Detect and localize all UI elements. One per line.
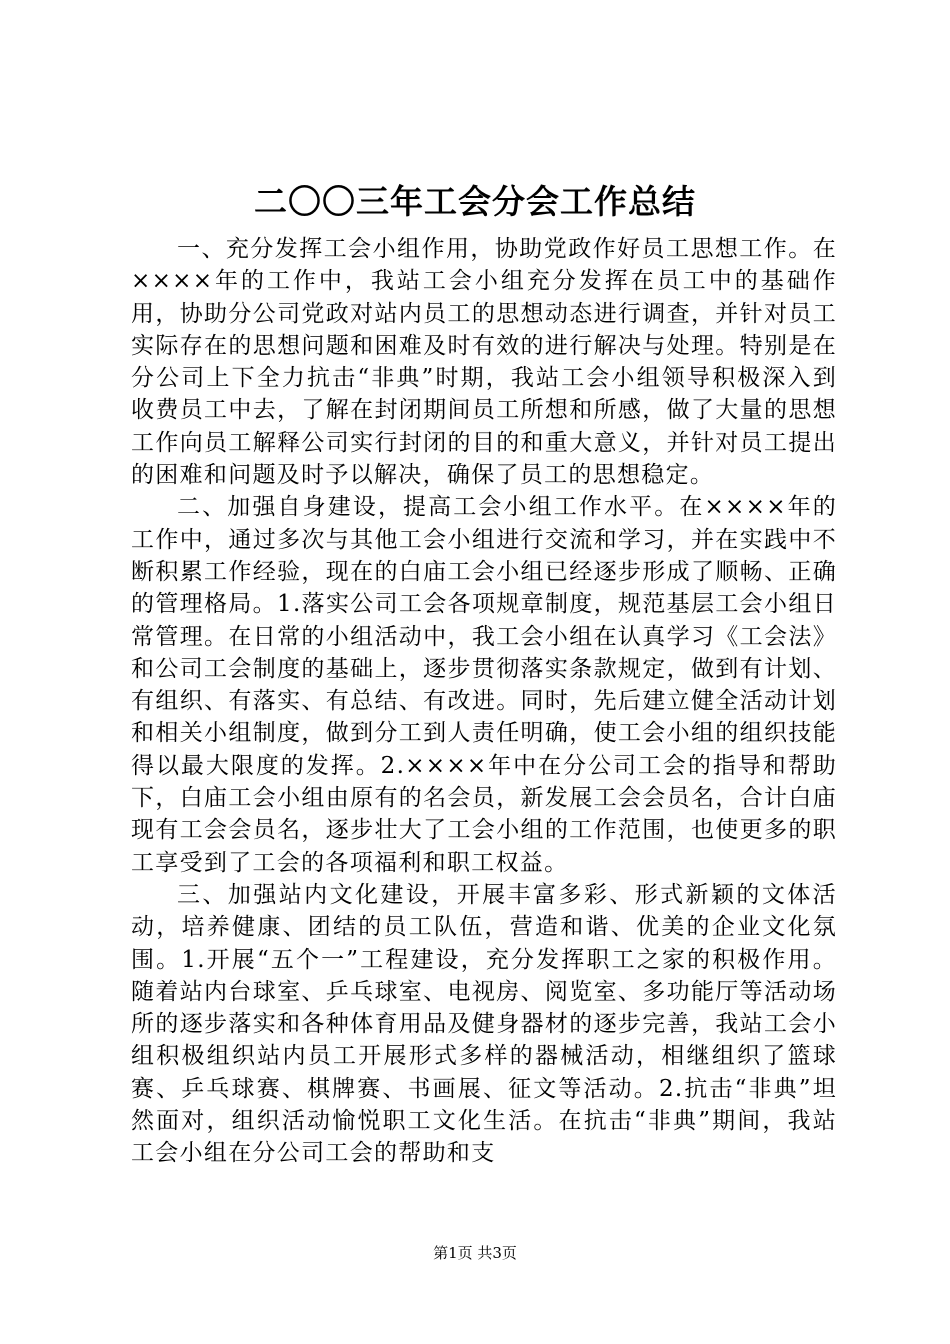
- paragraph-1: 一、充分发挥工会小组作用，协助党政作好员工思想工作。在××××年的工作中，我站工会小组充分发挥在员工中的基础作用，协助分公司党政对站内员工的思想动态进行调查，并针对员工实际存在的思想问题和困难及时有效的进行解决与处理。特别是在分公司上下全力抗击“非典”时期，我站工会小组领导积极深入到收费员工中去，了解在封闭期间员工所想和所感，做了大量的思想工作向员工解释公司实行封闭的目的和重大意义，并针对员工提出的困难和问题及时予以解决，确保了员工的思想稳定。: [131, 236, 837, 489]
- page-number-footer: 第1页 共3页: [433, 1244, 517, 1262]
- document-body: [131, 233, 837, 1170]
- document-title: 二〇〇三年工会分会工作总结: [254, 182, 696, 221]
- paragraph-3: 三、加强站内文化建设，开展丰富多彩、形式新颖的文体活动，培养健康、团结的员工队伍，营造和谐、优美的企业文化氛围。1.开展“五个一”工程建设，充分发挥职工之家的积极作用。随着站内台球室、乒乓球室、电视房、阅览室、多功能厅等活动场所的逐步落实和各种体育用品及健身器材的逐步完善，我站工会小组积极组织站内员工开展形式多样的器械活动，相继组织了篮球赛、乒乓球赛、棋牌赛、书画展、征文等活动。2.抗击“非典”坦然面对，组织活动愉悦职工文化生活。在抗击“非典”期间，我站工会小组在分公司工会的帮助和支: [131, 881, 837, 1167]
- paragraph-2: 二、加强自身建设，提高工会小组工作水平。在××××年的工作中，通过多次与其他工会小组进行交流和学习，并在实践中不断积累工作经验，现在的白庙工会小组已经逐步形成了顺畅、正确的管理格局。1.落实公司工会各项规章制度，规范基层工会小组日常管理。在日常的小组活动中，我工会小组在认真学习《工会法》和公司工会制度的基础上，逐步贯彻落实条款规定，做到有计划、有组织、有落实、有总结、有改进。同时，先后建立健全活动计划和相关小组制度，做到分工到人责任明确，使工会小组的组织技能得以最大限度的发挥。2.××××年中在分公司工会的指导和帮助下，白庙工会小组由原有的名会员，新发展工会会员名，合计白庙现有工会会员名，逐步壮大了工会小组的工作范围，也使更多的职工享受到了工会的各项福利和职工权益。: [131, 494, 837, 876]
